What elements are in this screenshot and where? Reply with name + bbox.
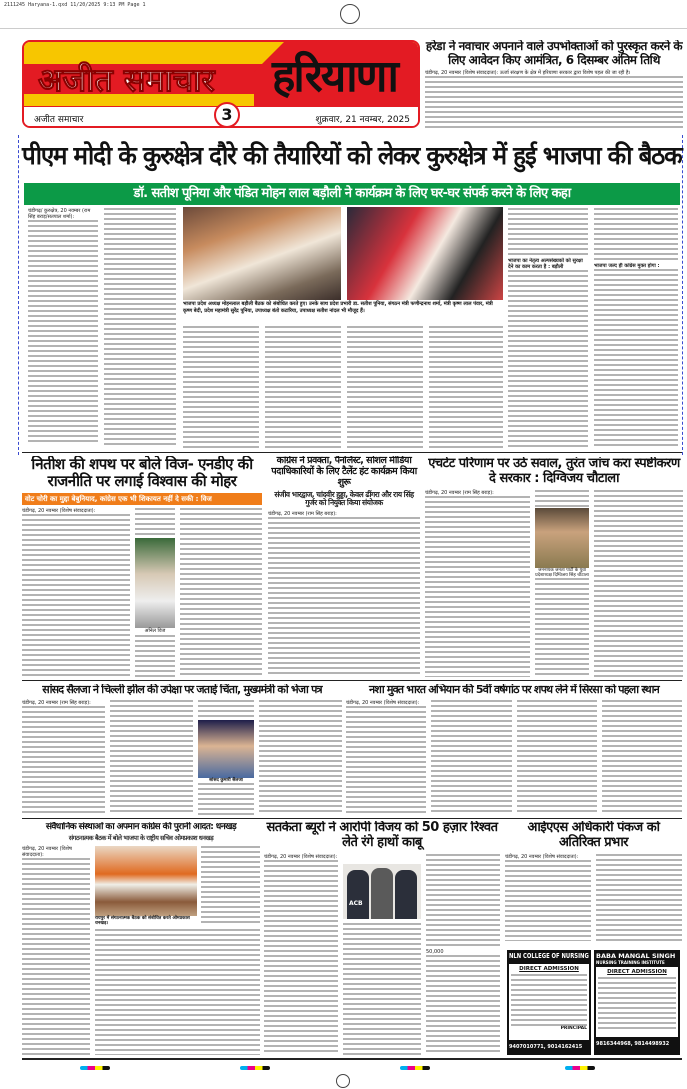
trim-line: [0, 28, 687, 29]
htet-photo-caption: जननायक जनता पार्टी के युवा प्रदेशाध्यक्ष दिग्विजय सिंह चौटाला: [535, 567, 589, 578]
selja-col-1: [22, 700, 105, 815]
htet-col-1: [425, 490, 530, 677]
bjp-meeting-photo: [183, 207, 341, 300]
nitish-lead: चंडीगढ़, 20 नवम्बर (विशेष संवाददाता):: [22, 508, 130, 514]
vigilance-story: [264, 821, 500, 1055]
selja-photo: [198, 720, 254, 778]
ias-story: [505, 821, 682, 941]
main-headline: पीएम मोदी के कुरुक्षेत्र दौरे की तैयारियों को लेकर कुरुक्षेत्र में हुई भाजपा की बैठक: [22, 141, 682, 170]
top-story-lead: चंडीगढ़, 20 नवम्बर (विशेष संवाददाता): ऊर्जा संरक्षण के क्षेत्र में हरियाणा सरकार द्वारा विशेष पहल की जा रही है।: [425, 70, 683, 76]
anil-vij-photo: [135, 538, 175, 628]
vigilance-col-2: [343, 923, 421, 1055]
main-col-1: [28, 208, 98, 448]
print-slug: 2111245 Haryana-1.qxd 11/20/2025 9:13 PM Page 1: [4, 2, 146, 8]
dhankhar-story: [22, 822, 260, 1055]
nasha-col-3: [517, 700, 597, 815]
vigilance-arrest-photo: [343, 864, 421, 919]
footer-brand: अजीत समाचार: [34, 115, 84, 125]
htet-lead: चंडीगढ़, 20 नवम्बर (राम सिंह बराड़):: [425, 490, 530, 496]
congress-lead: चंडीगढ़, 20 नवम्बर (राम सिंह बराड़):: [268, 511, 420, 517]
selja-col-2: [110, 700, 193, 815]
htet-headline: एचटेट परिणाम पर उठे सवाल, तुरंत जांच करा स्पष्टीकरण दे सरकार : दिग्विजय चौटाला: [428, 457, 680, 486]
selja-lead: चंडीगढ़, 20 नवम्बर (राम सिंह बराड़):: [22, 700, 105, 706]
dushyant-chautala-photo: [535, 508, 589, 568]
nasha-col-1: [346, 700, 426, 815]
htet-story: [425, 457, 683, 677]
masthead: [22, 40, 420, 128]
ad-phone[interactable]: 9407010771, 9014162415: [509, 1044, 583, 1050]
brand-title: अजीत समाचार: [38, 61, 215, 99]
dhankhar-col-2: [95, 929, 260, 1055]
issue-date: शुक्रवार, 21 नवम्बर, 2025: [315, 115, 410, 125]
dhankhar-lead: चंडीगढ़, 20 नवम्बर (विशेष संवाददाता):: [22, 846, 90, 858]
dhankhar-caption: रायपुर में संगठनात्मक बैठक को संबोधित करते ओमप्रकाश धनखड़।: [95, 915, 190, 926]
ad-tag: DIRECT ADMISSION: [607, 969, 667, 975]
vigilance-col-1: [264, 854, 338, 1055]
congress-subhead: संजीव भारद्वाज, चांदवीर हुड्डा, केवल ढींगरा और राय सिंह गुर्जर को नियुक्त किया संयोजक: [274, 489, 414, 508]
selja-story: [22, 684, 342, 815]
vigilance-headline: सतर्कता ब्यूरो ने आरोपी विजय को 50 हज़ार रिश्वत लेते रंगे हाथों काबू: [266, 821, 498, 850]
selja-headline: सांसद सैलजा ने चिल्ली झील की उपेक्षा पर जताई चिंता, मुख्यमंत्री को भेजा पत्र: [42, 684, 322, 696]
nitish-story: [22, 456, 262, 677]
nasha-col-4: [602, 700, 682, 815]
congress-headline: कांग्रेस ने प्रवक्ता, पैनलिस्ट, सोशल मीडिया पदाधिकारियों के लिए टैलेंट हंट कार्यक्रम किया शुरू: [271, 456, 417, 488]
nitish-col-3: [180, 508, 262, 678]
main-col-7: [508, 208, 588, 448]
congress-story: [268, 456, 420, 677]
main-col-8: [594, 208, 678, 448]
dhankhar-col-1: [22, 846, 90, 1055]
nasha-story: [346, 684, 682, 815]
main-side-head: भाजपा का नेतृत्व अल्पसंख्यकों को सुरक्षा देने का काम करता है : बड़ौली: [508, 258, 588, 270]
ad-tag: DIRECT ADMISSION: [519, 966, 579, 972]
dhankhar-meeting-photo: [95, 846, 197, 916]
ias-lead: चंडीगढ़, 20 नवम्बर (विशेष संवाददाता):: [505, 854, 591, 860]
dhankhar-col-3: [201, 846, 260, 926]
registration-mark: [336, 1074, 350, 1088]
acb-label: ACB: [349, 899, 363, 907]
main-photo-caption: भाजपा प्रदेश अध्यक्ष मोहनलाल बड़ौली बैठक को संबोधित करते हुए। उनके साथ प्रदेश प्रभारी डा. सतीश पूनिया, संगठन मंत्री फणीन्द्रनाथ शर्मा, मंत्री कृष्ण लाल पंवार, मंत्री कृष्ण बेदी, प्रदेश महामंत्री सुरेंद्र पूनिया, उपाध्यक्ष बंतो कटारिया, उपाध्यक्ष सतीश नांदल भी मौजूद हैं।: [183, 301, 503, 315]
ias-col-2: [596, 854, 682, 941]
ad-phone[interactable]: 9816344968, 9814498932: [596, 1041, 670, 1047]
ad-sign: PRINCIPAL: [560, 1026, 587, 1031]
registration-mark: [340, 4, 360, 24]
main-cols-3-6: [183, 326, 503, 448]
main-lead: चंडीगढ़/ कुरुक्षेत्र, 20 नवम्बर (राम सिंह बराड़/सतपाल शर्मा):: [28, 208, 98, 220]
top-story-body: [425, 76, 683, 128]
ad-title: NLN COLLEGE OF NURSING: [509, 952, 589, 960]
main-subheadline: डॉ. सतीश पूनिया और पंडित मोहन लाल बड़ौली ने कार्यक्रम के लिए घर-घर संपर्क करने के लिए कहा: [133, 186, 571, 201]
dhankhar-subhead: संगठनात्मक बैठक में बोले भाजपा के राष्ट्रीय सचिव ओमप्रकाश धनखड़: [68, 834, 214, 843]
vigilance-col-3: [426, 854, 500, 1055]
ad-title: BABA MANGAL SINGH: [596, 952, 676, 960]
page-number: 3: [214, 102, 240, 128]
selja-col-3: [259, 700, 342, 815]
main-col-2: [104, 208, 176, 448]
ad-nln-college[interactable]: [507, 950, 591, 1055]
color-bar: [80, 1066, 110, 1070]
edition-title: हरियाणा: [272, 51, 397, 102]
htet-col-2: [594, 490, 683, 677]
top-story: [425, 40, 683, 128]
ias-headline: आईएएस अधिकारी पंकज को अतिरिक्त प्रभार: [527, 821, 660, 850]
congress-body: [268, 517, 420, 677]
selja-caption: सांसद कुमारी सैलजा: [209, 777, 243, 783]
anil-vij-caption: अनिल विज: [144, 627, 166, 634]
dhankhar-headline: संवैधानिक संस्थाओं का अपमान कांग्रेस की पुरानी आदत: धनखड़: [45, 822, 237, 832]
ias-col-1: [505, 854, 591, 941]
bjp-felicitation-photo: [347, 207, 503, 300]
color-bar: [565, 1066, 595, 1070]
nasha-lead: चंडीगढ़, 20 नवम्बर (विशेष संवाददाता):: [346, 700, 426, 706]
nitish-col-1: [22, 508, 130, 678]
nitish-headline: नितीश की शपथ पर बोले विज- एनडीए की राजनीति पर लगाई विश्वास की मोहर: [31, 456, 253, 491]
top-story-headline: हरेडा ने नवाचार अपनाने वाले उपभोक्ताओं को पुरस्कृत करने के लिए आवेदन किए आमंत्रित, 6 दिसम्बर अंतिम तिथि: [425, 40, 683, 67]
nitish-strap: वोट चोरी का मुद्दा बेबुनियाद, कांग्रेस एक भी शिकायत नहीं दे सकी : विज: [22, 493, 262, 505]
ad-baba-mangal-singh[interactable]: [594, 950, 680, 1055]
color-bar: [400, 1066, 430, 1070]
nasha-headline: नशा मुक्त भारत अभियान की 5वीं वर्षगांठ पर शपथ लेने में सिरसा को पहला स्थान: [369, 684, 659, 696]
bribe-amount: 50,000: [426, 949, 500, 955]
vigilance-lead: चंडीगढ़, 20 नवम्बर (विशेष संवाददाता):: [264, 853, 338, 860]
main-side-head-2: भाजपा जल्द ही कांग्रेस मुक्त होगा :: [594, 263, 678, 269]
ad-subtitle: NURSING TRAINING INSTITUTE: [596, 960, 665, 965]
color-bar: [240, 1066, 270, 1070]
nasha-col-2: [431, 700, 511, 815]
